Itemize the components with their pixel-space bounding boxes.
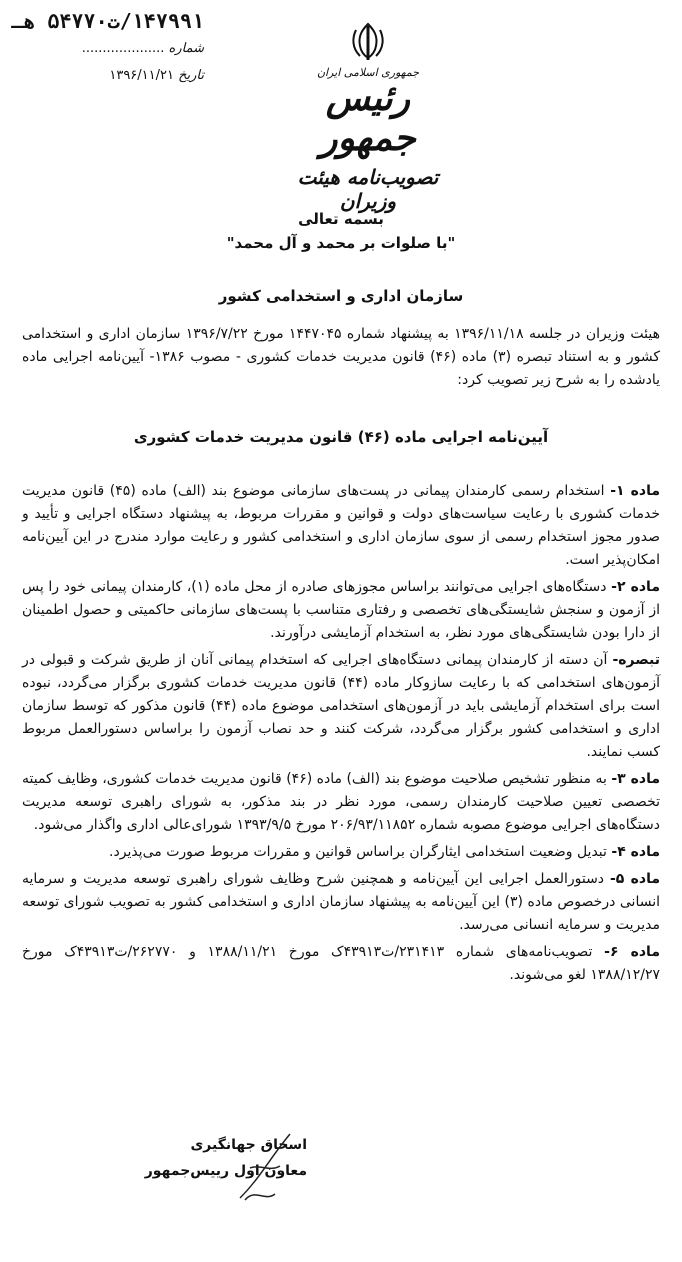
article-label: ماده ۲-: [611, 579, 660, 595]
article-item: [22, 480, 660, 572]
reference-number: ۱۴۷۹۹۱/ت۵۴۷۷۰ هـ: [11, 9, 204, 33]
number-row: [14, 35, 204, 62]
articles-list: [22, 480, 660, 991]
article-label: ماده ۴-: [611, 844, 660, 860]
article-item: [22, 768, 660, 837]
president-title: رئیس جمهور: [320, 78, 416, 159]
date-label: تاریخ: [178, 68, 204, 83]
handwritten-signature: [230, 1128, 310, 1212]
cabinet-approval-title: تصویب‌نامه هیئت وزیران: [297, 165, 439, 213]
article-item: [22, 941, 660, 987]
article-item: [22, 576, 660, 645]
article-item: [22, 868, 660, 937]
article-label: ماده ۶-: [604, 944, 660, 960]
intro-paragraph: هیئت وزیران در جلسه ۱۳۹۶/۱۱/۱۸ به پیشنهاد شماره ۱۴۴۷۰۴۵ مورخ ۱۳۹۶/۷/۲۲ سازمان اداری و استخدامی کشور و به استناد تبصره (۳) ماده (۴۶) قانون مدیریت خدمات کشوری - مصوب ۱۳۸۶- آیین‌نامه اجرایی ماده یادشده را به شرح زیر تصویب کرد:: [22, 326, 660, 388]
date-value: ۱۳۹۶/۱۱/۲۱: [109, 68, 174, 83]
article-label: ماده ۱-: [610, 483, 661, 499]
iran-emblem-icon: [348, 20, 388, 64]
bismillah: بسمه تعالی: [298, 210, 384, 228]
article-text: دستگاه‌های اجرایی می‌توانند براساس مجوزهای صادره از محل ماده (۱)، کارمندان پیمانی خود را پس از آزمون و سنجش شایستگی‌های تخصصی و رفتاری متناسب با پست‌های سازمانی حاکمیتی و حصول اطمینان از دارا بودن شایستگی‌های مورد نظر، به استخدام آزمایشی درآورند.: [22, 579, 660, 641]
document-meta: [11, 8, 204, 89]
article-label: ماده ۵-: [609, 871, 661, 887]
article-label: تبصره-: [612, 652, 660, 668]
article-text: استخدام رسمی کارمندان پیمانی در پست‌های سازمانی موضوع بند (الف) ماده (۴۵) قانون مدیریت خدمات کشوری با رعایت سیاست‌های دولت و قوانین و مقررات مربوط، به پیشنهاد دستگاه اجرایی و تأیید و صدور مجوز استخدام رسمی از سوی سازمان اداری و استخدامی کشور و رعایت موارد مندرج در این آیین‌نامه امکان‌پذیر است.: [22, 483, 660, 568]
article-text: تبدیل وضعیت استخدامی ایثارگران براساس قوانین و مقررات مربوط صورت می‌پذیرد.: [109, 844, 607, 860]
republic-label: جمهوری اسلامی ایران: [316, 66, 420, 79]
date-row: [14, 62, 204, 89]
article-text: دستورالعمل اجرایی این آیین‌نامه و همچنین شرح وظایف شورای راهبری توسعه مدیریت و سرمایه انسانی درخصوص ماده (۳) این آیین‌نامه به پیشنهاد سازمان اداری و استخدامی کشور به تصویب شورای توسعه مدیریت و سرمایه انسانی می‌رسد.: [22, 871, 660, 933]
reference-number-row: [11, 8, 204, 35]
bylaw-title: آیین‌نامه اجرایی ماده (۴۶) قانون مدیریت خدمات کشوری: [133, 428, 549, 446]
article-item: [22, 649, 660, 764]
article-text: به منظور تشخیص صلاحیت موضوع بند (الف) ماده (۴۶) قانون مدیریت خدمات کشوری، وظایف کمیته تخصصی تعیین صلاحیت کارمندان رسمی، مورد نظر در بند مذکور، به شورای راهبری توسعه مدیریت دستگاه‌های اجرایی موضوع مصوبه شماره ۲۰۶/۹۳/۱۱۸۵۲ مورخ ۱۳۹۳/۹/۵ شورای‌عالی اداری واگذار می‌شود.: [22, 771, 660, 833]
salawat: "با صلوات بر محمد و آل محمد": [226, 234, 456, 252]
article-item: [22, 841, 660, 864]
article-label: ماده ۳-: [611, 771, 660, 787]
number-dots: ....................: [81, 41, 165, 56]
letterhead: [278, 20, 458, 213]
signatory-name: اسحاق جهانگیری: [190, 1137, 307, 1153]
signatory-position: معاون اول رییس‌جمهور: [144, 1163, 307, 1179]
article-text: تصویب‌نامه‌های شماره ۲۳۱۴۱۳/ت۴۳۹۱۳ک مورخ ۱۳۸۸/۱۱/۲۱ و ۲۶۲۷۷۰/ت۴۳۹۱۳ک مورخ ۱۳۸۸/۱۲/۲۷ لغو می‌شوند.: [22, 944, 660, 983]
article-text: آن دسته از کارمندان پیمانی دستگاه‌های اجرایی که استخدام پیمانی آنان از طریق شرکت و قبولی در آزمون‌های استخدامی که با رعایت سازوکار ماده (۴۴) قانون مدیریت خدمات کشوری برگزار می‌گردد، نبوده است برای استخدام آزمایشی باید در آزمون‌های استخدامی موضوع ماده (۴۴) قانون مذکور که توسط سازمان اداری و استخدامی کشور برگزار می‌گردد، شرکت کنند و حد نصاب آزمون را براساس دستورالعمل مربوط کسب نمایند.: [22, 652, 660, 760]
number-label: شماره: [168, 41, 204, 56]
addressee: سازمان اداری و استخدامی کشور: [218, 287, 464, 305]
